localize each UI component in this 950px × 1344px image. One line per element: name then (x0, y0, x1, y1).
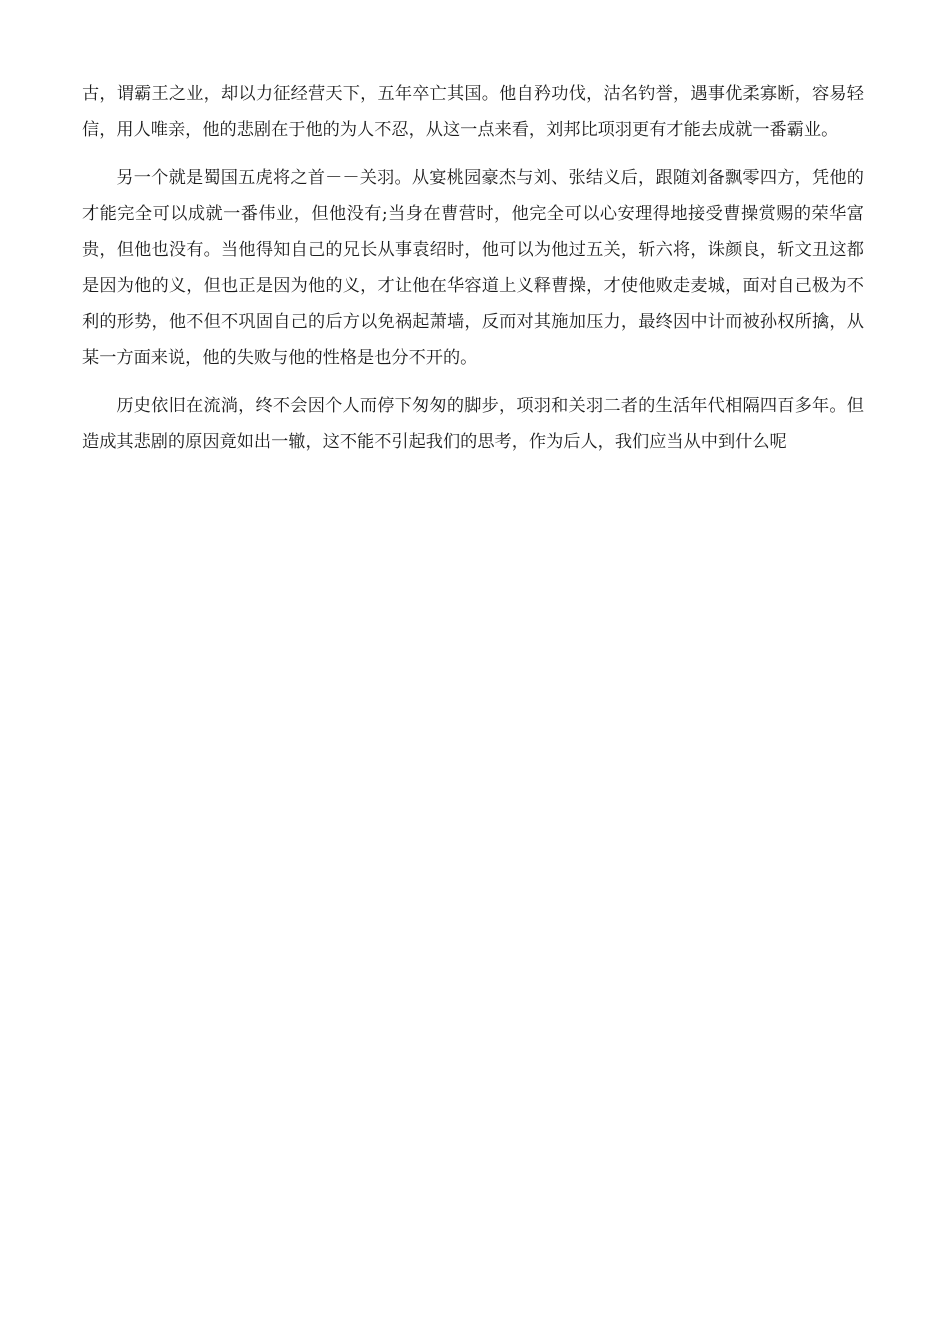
document-body (82, 76, 864, 472)
paragraph-3: 历史依旧在流淌，终不会因个人而停下匆匆的脚步，项羽和关羽二者的生活年代相隔四百多年。但造成其悲剧的原因竟如出一辙，这不能不引起我们的思考，作为后人，我们应当从中到什么呢 (82, 396, 864, 452)
paragraph-1: 古，谓霸王之业，却以力征经营天下，五年卒亡其国。他自矜功伐，沽名钓誉，遇事优柔寡断，容易轻信，用人唯亲，他的悲剧在于他的为人不忍，从这一点来看，刘邦比项羽更有才能去成就一番霸业。 (82, 84, 864, 140)
paragraph-2: 另一个就是蜀国五虎将之首－－关羽。从宴桃园豪杰与刘、张结义后，跟随刘备飘零四方，凭他的才能完全可以成就一番伟业，但他没有;当身在曹营时，他完全可以心安理得地接受曹操赏赐的荣华富贵，但他也没有。当他得知自己的兄长从事袁绍时，他可以为他过五关，斩六将，诛颜良，斩文丑这都是因为他的义，但也正是因为他的义，才让他在华容道上义释曹操，才使他败走麦城，面对自己极为不利的形势，他不但不巩固自己的后方以免祸起萧墙，反而对其施加压力，最终因中计而被孙权所擒，从某一方面来说，他的失败与他的性格是也分不开的。 (82, 168, 864, 368)
